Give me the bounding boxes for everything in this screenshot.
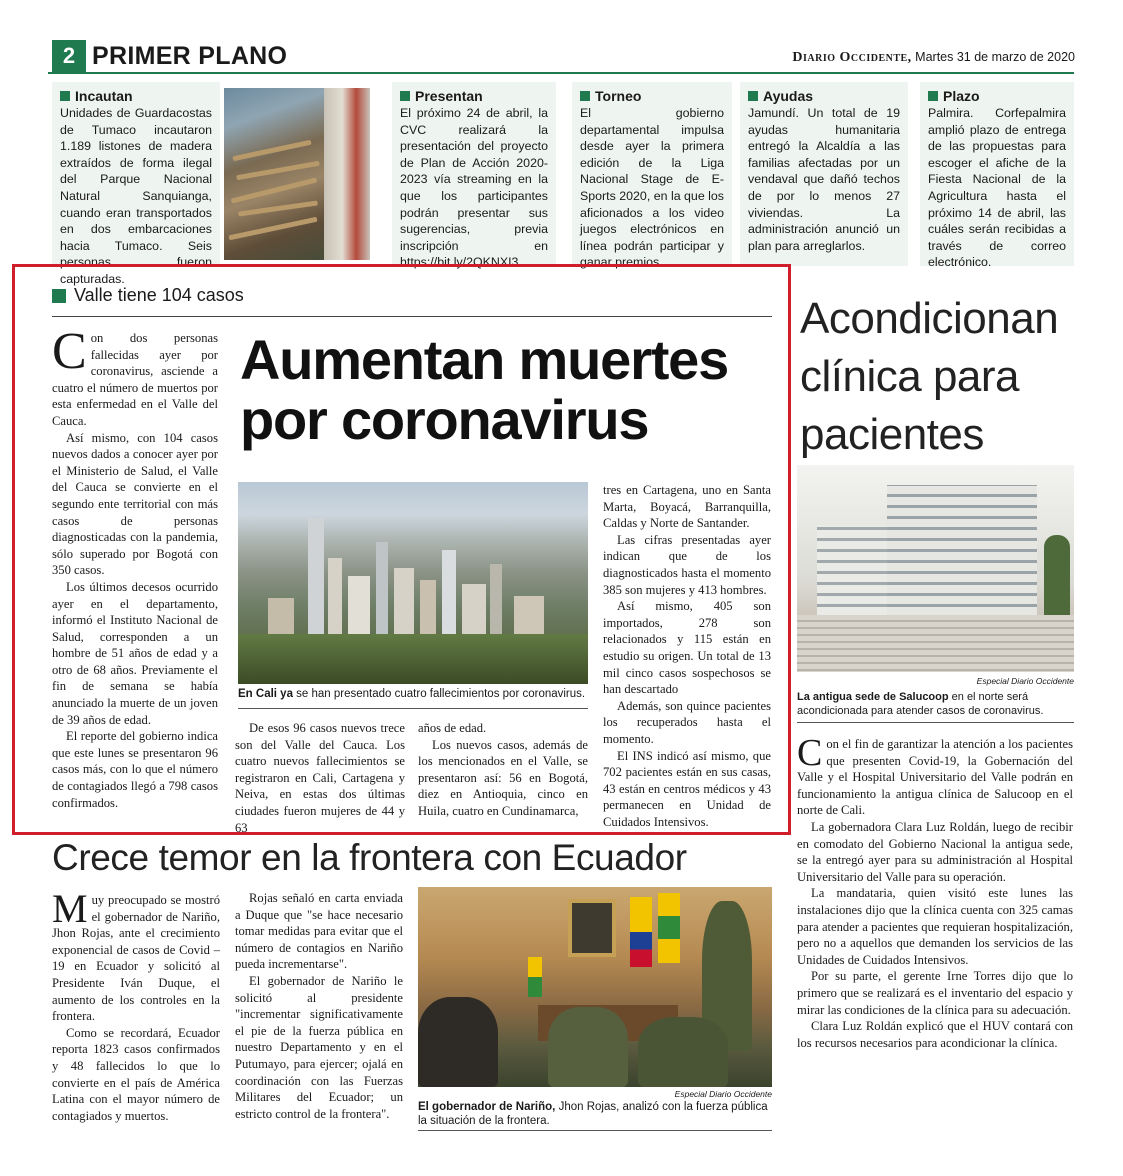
brief-title: Plazo bbox=[928, 88, 1066, 104]
photo-caption: En Cali ya se han presentado cuatro fallecimientos por coronavirus. bbox=[238, 688, 586, 700]
right-paragraph: Por su parte, el gerente Irne Torres dijo que lo primero que se realizará es el inventario del espacio y mirar las condiciones de la clínica para su adecuación. bbox=[797, 969, 1073, 1017]
main-paragraph: El INS indicó así mismo, que 702 pacientes están en sus casas, 43 están en centros médicos y 43 permanecen en Unidad de Cuidados Intensivos. bbox=[603, 748, 771, 829]
bottom-column-1 bbox=[52, 886, 220, 1124]
brief-torneo bbox=[572, 82, 732, 270]
hospital-photo bbox=[797, 465, 1074, 672]
bullet-square-icon bbox=[400, 91, 410, 101]
main-paragraph: Los nuevos casos, además de los mencionados en el Valle, se presentaron así: 56 en Bogotá, diez en Antioquia, cinco en Huila, cuatro en Cundinamarca, bbox=[418, 737, 588, 818]
brief-presentan bbox=[392, 82, 556, 270]
bottom-paragraph: El gobernador de Nariño le solicitó al presidente "incrementar significativamente el pie de la fuerza pública en nuestro Departamento y en el Putumayo, para ejercer; ojalá en coordinación con las Fuerzas Militares del Ecuador; un estricto control de la frontera". bbox=[235, 973, 403, 1121]
main-column-1 bbox=[52, 323, 218, 811]
brief-text: El gobierno departamental impulsa desde ayer la primera edición de la Liga Nacional Stage de E-Sports 2020, en la que los aficionados a los video juegos electrónicos en línea podrán participar y ganar premios. bbox=[580, 106, 724, 270]
masthead bbox=[792, 50, 1075, 66]
drop-cap: C bbox=[797, 732, 823, 774]
main-paragraph: Además, son quince pacientes los recuperados hasta el momento. bbox=[603, 698, 771, 746]
brief-text: Unidades de Guardacostas de Tumaco incautaron 1.189 listones de madera extraídos de forma ilegal del Parque Nacional Natural Sanquianga, cuando eran transportados en dos embarcaciones hacia Tumaco. Seis personas fueron capturadas. bbox=[60, 106, 212, 286]
caption-rule bbox=[418, 1130, 772, 1131]
photo-credit: Especial Diario Occidente bbox=[976, 676, 1074, 686]
brief-text: Palmira. Corfepalmira amplió plazo de entrega de las propuestas para escoger el afiche de la Fiesta Nacional de la Agricultura hasta el próximo 14 de abril, las cuáles serán recibidas a través de correo electrónico. bbox=[928, 106, 1066, 270]
right-paragraph: La gobernadora Clara Luz Roldán, luego de recibir en comodato del Gobierno Nacional la antigua sede, se la entregó ayer para su administración al Hospital Universitario del Valle para su operación. bbox=[797, 819, 1073, 884]
main-paragraph: El reporte del gobierno indica que este lunes se presentaron 96 casos más, con lo que el número de contagiados llegó a 798 casos confirmados. bbox=[52, 729, 218, 810]
main-paragraph: Las cifras presentadas ayer indican que de los diagnosticados hasta el momento 385 son mujeres y 413 hombres. bbox=[603, 532, 771, 597]
right-headline: Acondicionan clínica para pacientes bbox=[800, 294, 1059, 459]
photo-caption: La antigua sede de Salucoop en el norte será acondicionada para atender casos de coronavirus. bbox=[797, 691, 1044, 717]
kicker-rule bbox=[52, 316, 772, 317]
cali-city-photo bbox=[238, 482, 588, 684]
story-kicker: Valle tiene 104 casos bbox=[52, 285, 244, 306]
main-paragraph: Así mismo, con 104 casos nuevos dados a conocer ayer por el Ministerio de Salud, el Valle del Cauca se convierte en el segundo ente territorial con más casos de personas diagnosticadas con la pandemia, sólo superado por Bogotá con 350 casos. bbox=[52, 430, 218, 578]
bullet-square-icon bbox=[580, 91, 590, 101]
main-paragraph: De esos 96 casos nuevos trece son del Valle del Cauca. Los cuatro nuevos fallecimientos se registraron en Cali, Cartagena y Neiva, en estas dos últimas ciudades fueron mujeres de 44 y 63 bbox=[235, 721, 405, 835]
brief-title: Ayudas bbox=[748, 88, 900, 104]
main-paragraph: Los últimos decesos ocurrido ayer en el departamento, informó el Instituto Nacional de Salud, corresponden a un hombre de 51 años de edad y a otro de 68 años. Previamente el fin de semana se había anunciado la muerte de un joven de 39 años de edad. bbox=[52, 579, 218, 727]
caption-rule bbox=[238, 708, 588, 709]
brief-title: Presentan bbox=[400, 88, 548, 104]
right-column bbox=[797, 732, 1073, 1051]
brief-title: Torneo bbox=[580, 88, 724, 104]
photo-caption: El gobernador de Nariño, Jhon Rojas, analizó con la fuerza pública la situación de la frontera. bbox=[418, 1101, 768, 1127]
brief-title: Incautan bbox=[60, 88, 212, 104]
bottom-column-2 bbox=[235, 890, 403, 1122]
photo-credit: Especial Diario Occidente bbox=[674, 1089, 772, 1099]
paper-name: Diario Occidente, bbox=[792, 50, 912, 65]
bullet-square-icon bbox=[60, 91, 70, 101]
brief-incautan bbox=[52, 82, 220, 286]
governor-meeting-photo bbox=[418, 887, 772, 1087]
bottom-paragraph: Como se recordará, Ecuador reporta 1823 casos confirmados y 48 fallecidos lo que lo convierte en el país de América Latina con el mayor número de contagiados y muertos. bbox=[52, 1025, 220, 1123]
section-title: PRIMER PLANO bbox=[92, 42, 288, 70]
brief-text: El próximo 24 de abril, la CVC realizará la presentación del proyecto de Plan de Acción 2020-2023 vía streaming en la que los participantes podrán presentar sus sugerencias, previa inscripción en https://bit.ly/2QKNXI3 bbox=[400, 106, 548, 270]
bottom-paragraph: Muy preocupado se mostró el gobernador de Nariño, Jhon Rojas, ante el crecimiento exponencial de casos de Covid – 19 en Ecuador y solicitó al Presidente Iván Duque, el aumento de los controles en la frontera. bbox=[52, 886, 220, 1024]
bullet-square-icon bbox=[928, 91, 938, 101]
brief-ayudas bbox=[740, 82, 908, 266]
right-paragraph: Clara Luz Roldán explicó que el HUV contará con los recursos necesarios para acondicionar la clínica. bbox=[797, 1019, 1073, 1050]
main-column-3 bbox=[418, 720, 588, 820]
wood-seizure-photo bbox=[224, 88, 370, 260]
brief-plazo bbox=[920, 82, 1074, 270]
page-number: 2 bbox=[52, 40, 86, 72]
main-column-4 bbox=[603, 482, 771, 830]
bullet-square-icon bbox=[52, 289, 66, 303]
issue-date: Martes 31 de marzo de 2020 bbox=[915, 50, 1075, 64]
main-column-2 bbox=[235, 720, 405, 836]
main-paragraph: tres en Cartagena, uno en Santa Marta, Boyacá, Barranquilla, Caldas y Norte de Santander. bbox=[603, 483, 771, 531]
main-paragraph: Con dos personas fallecidas ayer por coronavirus, asciende a cuatro el número de muertos por esta enfermedad en el Valle del Cauca. bbox=[52, 323, 218, 428]
caption-rule bbox=[797, 722, 1074, 723]
main-paragraph: años de edad. bbox=[418, 721, 487, 735]
header-rule bbox=[48, 72, 1074, 74]
right-paragraph: La mandataria, quien visitó este lunes las instalaciones dijo que la clínica cuenta con 325 camas para atender a pacientes que requieran hospitalización, pero no a aquellos que demanden los servicios de las Unidades de Cuidados Intensivos. bbox=[797, 886, 1073, 967]
main-paragraph: Así mismo, 405 son importados, 278 son relacionados y 115 están en estudio su origen. Un total de 13 mil cinco casos sospechosos se han descartado bbox=[603, 599, 771, 697]
bottom-headline: Crece temor en la frontera con Ecuador bbox=[52, 837, 687, 878]
bullet-square-icon bbox=[748, 91, 758, 101]
bottom-paragraph: Rojas señaló en carta enviada a Duque que "se hace necesario tomar medidas para evitar que el número de contagios en Nariño pueda incrementarse". bbox=[235, 891, 403, 972]
main-headline: Aumentan muertes por coronavirus bbox=[240, 328, 729, 451]
drop-cap: M bbox=[52, 886, 88, 931]
brief-text: Jamundí. Un total de 19 ayudas humanitaria entregó la Alcaldía a las familias afectadas por un vendaval que dañó techos de por lo menos 27 viviendas. La administración anunció un plan para arreglarlos. bbox=[748, 106, 900, 253]
right-paragraph: Con el fin de garantizar la atención a los pacientes que presenten Covid-19, la Gobernación del Valle y el Hospital Universitario del Valle podrán en funcionamiento la antigua clínica de Salucoop en el norte de Cali. bbox=[797, 732, 1073, 818]
drop-cap: C bbox=[52, 323, 87, 380]
